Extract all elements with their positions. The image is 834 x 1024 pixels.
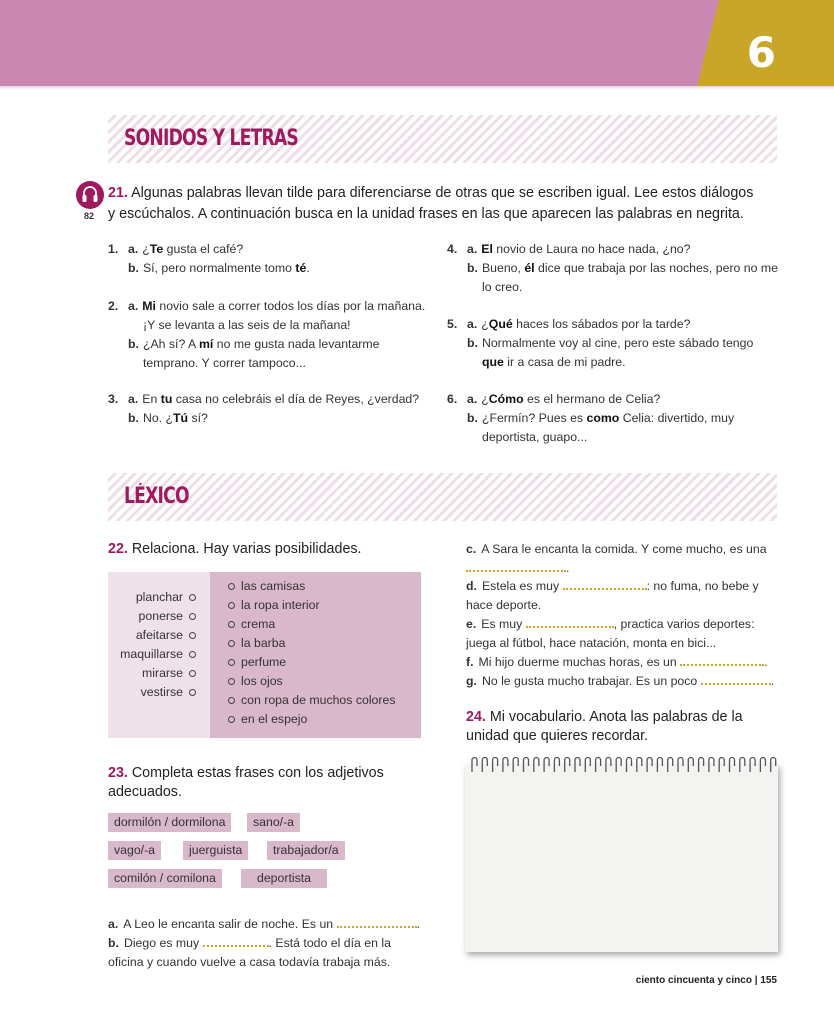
- dialogue-number: 4.: [447, 242, 458, 256]
- line-letter: b.: [467, 336, 478, 350]
- match-dot-icon[interactable]: [189, 632, 196, 639]
- match-dot-icon[interactable]: [189, 689, 196, 696]
- line-text: ¿Fermín? Pues es: [481, 411, 587, 425]
- spiral-ring: [647, 758, 652, 773]
- match-dot-icon[interactable]: [228, 621, 235, 628]
- line-text: deportista, guapo...: [482, 430, 588, 444]
- line-text: ir a casa de mi padre.: [503, 355, 626, 369]
- sentence-text: Es muy: [481, 617, 523, 631]
- match-dot-icon[interactable]: [228, 716, 235, 723]
- highlighted-word: tu: [160, 392, 173, 406]
- sentence-text: , practica varios deportes:: [613, 617, 755, 631]
- line-letter: a.: [128, 242, 139, 256]
- spiral-ring: [585, 758, 590, 773]
- match-verb-label: planchar: [135, 590, 183, 604]
- exercise-24-instruction: [466, 708, 743, 746]
- highlighted-word: Qué: [488, 317, 513, 331]
- dialogue-line: [447, 259, 787, 278]
- sentence-g: [466, 672, 786, 691]
- spiral-ring: [482, 758, 487, 772]
- highlighted-word: Te: [149, 242, 164, 256]
- adjective-chip[interactable]: vago/-a: [108, 841, 161, 860]
- highlighted-word: él: [524, 261, 535, 275]
- spiral-ring: [627, 758, 632, 773]
- sentence-letter: f.: [466, 655, 474, 669]
- highlighted-word: El: [481, 242, 493, 256]
- match-noun-label: crema: [241, 617, 276, 631]
- sentence-text: A Leo le encanta salir de noche. Es un: [123, 917, 334, 931]
- dialogue-line: [108, 409, 438, 428]
- match-verb[interactable]: [136, 628, 196, 642]
- spiral-ring: [760, 758, 765, 773]
- dialogue-line: [447, 315, 787, 334]
- adjective-chip[interactable]: comilón / comilona: [108, 869, 222, 888]
- dialogue-line: [108, 240, 438, 259]
- spiral-ring: [668, 758, 673, 773]
- dialogue-line: [108, 354, 438, 373]
- section-header-sonidos: [108, 115, 777, 163]
- instruction-text: Completa estas frases con los adjetivos: [131, 765, 384, 781]
- sentence-letter: d.: [466, 579, 477, 593]
- adjective-chip[interactable]: trabajador/a: [267, 841, 345, 860]
- dialogue-3: [108, 390, 438, 428]
- nouns-column: [210, 572, 421, 738]
- unit-number: 6: [746, 28, 776, 77]
- instruction-text: unidad que quieres recordar.: [466, 728, 649, 744]
- dialogue-line: [447, 278, 787, 297]
- sentence-letter: c.: [466, 542, 477, 556]
- line-letter: b.: [128, 411, 139, 425]
- answer-blank[interactable]: [563, 580, 647, 590]
- sentence-text: juega al fútbol, hace natación, monta en bici...: [466, 636, 717, 650]
- instruction-text: adecuados.: [108, 784, 182, 800]
- line-text: sí?: [188, 411, 208, 425]
- spiral-ring: [730, 758, 735, 773]
- sentence-letter: g.: [466, 674, 477, 688]
- sentence-text: .: [770, 674, 775, 688]
- exercise-21-instruction: [108, 183, 788, 225]
- line-text: no me gusta nada levantarme: [213, 337, 380, 351]
- match-noun-label: las camisas: [241, 579, 306, 593]
- adjective-chip[interactable]: deportista: [241, 869, 327, 888]
- instruction-text: y escúchalos. A continuación busca en la unidad frases en las que aparecen las palabras en negrita.: [108, 206, 744, 222]
- sentence-letter: e.: [466, 617, 477, 631]
- dialogue-number: 2.: [108, 299, 119, 313]
- dialogue-number: 1.: [108, 242, 119, 256]
- line-text: ¿: [142, 242, 150, 256]
- match-dot-icon[interactable]: [189, 651, 196, 658]
- spiral-ring: [709, 758, 714, 773]
- sentence-text: : no fuma, no bebe y: [646, 579, 759, 593]
- sentence-d: [466, 577, 786, 615]
- match-noun[interactable]: [228, 655, 286, 669]
- dialogue-number: 5.: [447, 317, 458, 331]
- match-noun-label: la ropa interior: [241, 598, 320, 612]
- spiral-ring: [688, 758, 693, 773]
- spiral-ring: [750, 758, 755, 773]
- adjective-chip[interactable]: juerguista: [183, 841, 248, 860]
- dialogue-4: [447, 240, 787, 297]
- instruction-text: Mi vocabulario. Anota las palabras de la: [489, 709, 743, 725]
- line-text: temprano. Y correr tampoco...: [143, 356, 306, 370]
- spiral-ring: [554, 758, 559, 773]
- spiral-ring: [524, 758, 529, 773]
- spiral-ring: [596, 758, 601, 773]
- spiral-ring: [616, 758, 621, 773]
- exercise-number: 23.: [108, 765, 128, 781]
- line-text: .: [306, 261, 310, 275]
- spiral-ring: [513, 758, 518, 773]
- line-text: Celia: divertido, muy: [619, 411, 735, 425]
- section-title: LÉXICO: [124, 484, 189, 509]
- vocabulary-notebook[interactable]: [465, 764, 778, 952]
- line-text: novio sale a correr todos los días por la mañana.: [155, 299, 426, 313]
- match-noun-label: la barba: [241, 636, 286, 650]
- answer-blank[interactable]: [466, 562, 566, 572]
- spiral-ring: [565, 758, 570, 773]
- match-verb-label: ponerse: [138, 609, 183, 623]
- line-letter: b.: [128, 261, 139, 275]
- spiral-ring: [657, 758, 662, 773]
- match-noun[interactable]: [228, 617, 275, 631]
- spiral-ring: [740, 758, 745, 773]
- verbs-column: [108, 572, 210, 738]
- section-header-lexico: [108, 473, 777, 521]
- dialogue-line: [447, 353, 787, 372]
- exercise-number: 21.: [108, 185, 128, 201]
- line-letter: a.: [128, 392, 139, 406]
- dialogue-2: [108, 297, 438, 373]
- sentence-text: . Está todo el día en la: [268, 936, 391, 950]
- exercise-23-instruction: [108, 764, 384, 802]
- page-separator: |: [754, 975, 758, 986]
- banner-shadow: [0, 86, 834, 90]
- answer-blank[interactable]: [680, 656, 764, 666]
- page-footer: [636, 975, 777, 986]
- highlighted-word: como: [586, 411, 620, 425]
- line-text: novio de Laura no hace nada, ¿no?: [492, 242, 691, 256]
- spiral-ring: [719, 758, 724, 773]
- match-noun-label: con ropa de muchos colores: [241, 693, 396, 707]
- match-dot-icon[interactable]: [228, 697, 235, 704]
- sentence-letter: a.: [108, 917, 119, 931]
- answer-blank[interactable]: [526, 618, 614, 628]
- sentence-letter: b.: [108, 936, 119, 950]
- match-dot-icon[interactable]: [189, 613, 196, 620]
- spiral-ring: [771, 758, 776, 773]
- audio-track-number: 82: [84, 211, 95, 221]
- dialogue-line: [447, 334, 787, 353]
- dialogue-line: [447, 240, 787, 259]
- page-number: 155: [760, 975, 777, 986]
- dialogue-line: [447, 390, 787, 409]
- sentence-text: .: [416, 917, 420, 931]
- line-letter: a.: [467, 242, 478, 256]
- spiral-ring: [699, 758, 704, 773]
- match-dot-icon[interactable]: [228, 678, 235, 685]
- line-text: dice que trabaja por las noches, pero no me: [534, 261, 778, 275]
- match-verb[interactable]: [142, 666, 196, 680]
- match-verb-label: maquillarse: [120, 647, 183, 661]
- line-text: es el hermano de Celia?: [523, 392, 661, 406]
- sentence-text: Estela es muy: [481, 579, 560, 593]
- line-text: Bueno,: [481, 261, 525, 275]
- spiral-ring: [534, 758, 539, 773]
- sentence-b: [108, 934, 428, 972]
- sentence-f: [466, 653, 786, 672]
- dialogue-1: [108, 240, 438, 278]
- spiral-ring: [472, 758, 477, 773]
- dialogue-line: [108, 335, 438, 354]
- sentence-text: oficina y cuando vuelve a casa todavía trabaja más.: [108, 955, 391, 969]
- match-dot-icon[interactable]: [228, 602, 235, 609]
- sentence-e: [466, 615, 786, 653]
- spiral-ring: [637, 758, 642, 773]
- line-letter: b.: [128, 337, 139, 351]
- highlighted-word: que: [482, 355, 504, 369]
- spiral-ring: [678, 758, 683, 773]
- section-title: SONIDOS Y LETRAS: [124, 126, 299, 151]
- line-text: ¿: [481, 317, 489, 331]
- highlighted-word: mí: [199, 337, 214, 351]
- dialogue-line: [108, 316, 438, 335]
- match-verb[interactable]: [120, 647, 196, 661]
- line-text: En: [142, 392, 161, 406]
- sentence-text: A Sara le encanta la comida. Y come mucho, es una: [481, 542, 767, 556]
- highlighted-word: Tú: [173, 411, 189, 425]
- match-noun-label: los ojos: [241, 674, 283, 688]
- match-dot-icon[interactable]: [228, 640, 235, 647]
- line-letter: b.: [467, 261, 478, 275]
- spiral-ring: [606, 758, 611, 773]
- exercise-number: 22.: [108, 541, 128, 557]
- match-noun[interactable]: [228, 579, 305, 593]
- line-text: Normalmente voy al cine, pero este sábado tengo: [481, 336, 754, 350]
- dialogue-number: 3.: [108, 392, 119, 406]
- match-dot-icon[interactable]: [228, 659, 235, 666]
- answer-blank[interactable]: [701, 675, 771, 685]
- line-text: ¡Y se levanta a las seis de la mañana!: [143, 318, 351, 332]
- instruction-text: Algunas palabras llevan tilde para diferenciarse de otras que se escriben igual. Lee estos diálogos: [131, 185, 754, 201]
- match-dot-icon[interactable]: [228, 583, 235, 590]
- dialogue-5: [447, 315, 787, 372]
- match-dot-icon[interactable]: [189, 594, 196, 601]
- match-verb-label: mirarse: [142, 666, 183, 680]
- line-letter: a.: [467, 317, 478, 331]
- adjective-chip[interactable]: dormilón / dormilona: [108, 813, 231, 832]
- spiral-ring: [575, 758, 580, 773]
- match-noun[interactable]: [228, 636, 285, 650]
- spiral-ring: [493, 758, 498, 773]
- line-text: haces los sábados por la tarde?: [512, 317, 691, 331]
- dialogue-line: [108, 259, 438, 278]
- line-text: casa no celebráis el día de Reyes, ¿verdad?: [172, 392, 420, 406]
- line-letter: b.: [467, 411, 478, 425]
- highlighted-word: Cómo: [488, 392, 524, 406]
- matching-box: [108, 572, 421, 738]
- match-noun-label: en el espejo: [241, 712, 308, 726]
- highlighted-word: Mi: [142, 299, 156, 313]
- match-noun[interactable]: [228, 598, 320, 612]
- page-words: ciento cincuenta y cinco: [635, 975, 752, 986]
- match-verb[interactable]: [139, 609, 196, 623]
- match-noun[interactable]: [228, 693, 395, 707]
- sentence-text: .: [764, 655, 768, 669]
- spiral-ring: [544, 758, 549, 772]
- adjective-chip[interactable]: sano/-a: [247, 813, 300, 832]
- exercise-22-instruction: [108, 539, 362, 560]
- notebook-spiral-icon: [468, 754, 778, 776]
- highlighted-word: té: [295, 261, 307, 275]
- sentence-text: .: [566, 561, 570, 575]
- dialogue-number: 6.: [447, 392, 458, 406]
- exercise-number: 24.: [466, 709, 486, 725]
- match-verb-label: afeitarse: [135, 628, 183, 642]
- instruction-text: Relaciona. Hay varias posibilidades.: [131, 541, 362, 557]
- sentence-text: Mi hijo duerme muchas horas, es un: [478, 655, 677, 669]
- match-verb-label: vestirse: [140, 685, 183, 699]
- spiral-ring: [503, 758, 508, 773]
- headphones-icon: [81, 185, 99, 205]
- match-noun[interactable]: [228, 712, 307, 726]
- match-noun[interactable]: [228, 674, 283, 688]
- sentence-text: No le gusta mucho trabajar. Es un poco: [481, 674, 698, 688]
- line-letter: a.: [128, 299, 139, 313]
- line-text: ¿Ah sí? A: [142, 337, 199, 351]
- match-verb[interactable]: [136, 590, 196, 604]
- sentence-text: hace deporte.: [466, 598, 542, 612]
- answer-blank[interactable]: [203, 937, 269, 947]
- sentence-text: Diego es muy: [123, 936, 200, 950]
- line-text: Sí, pero normalmente tomo: [142, 261, 296, 275]
- audio-track-icon[interactable]: [76, 181, 104, 209]
- dialogue-line: [447, 409, 787, 428]
- dialogue-line: [108, 390, 438, 409]
- line-text: lo creo.: [482, 280, 523, 294]
- dialogue-6: [447, 390, 787, 447]
- dialogue-line: [108, 297, 438, 316]
- match-dot-icon[interactable]: [189, 670, 196, 677]
- sentence-c: [466, 540, 786, 578]
- line-text: gusta el café?: [163, 242, 244, 256]
- match-noun-label: perfume: [241, 655, 287, 669]
- dialogue-line: [447, 428, 787, 447]
- match-verb[interactable]: [141, 685, 196, 699]
- answer-blank[interactable]: [337, 918, 417, 928]
- line-text: ¿: [481, 392, 489, 406]
- line-letter: a.: [467, 392, 478, 406]
- line-text: No. ¿: [142, 411, 174, 425]
- sentence-a: [108, 915, 428, 934]
